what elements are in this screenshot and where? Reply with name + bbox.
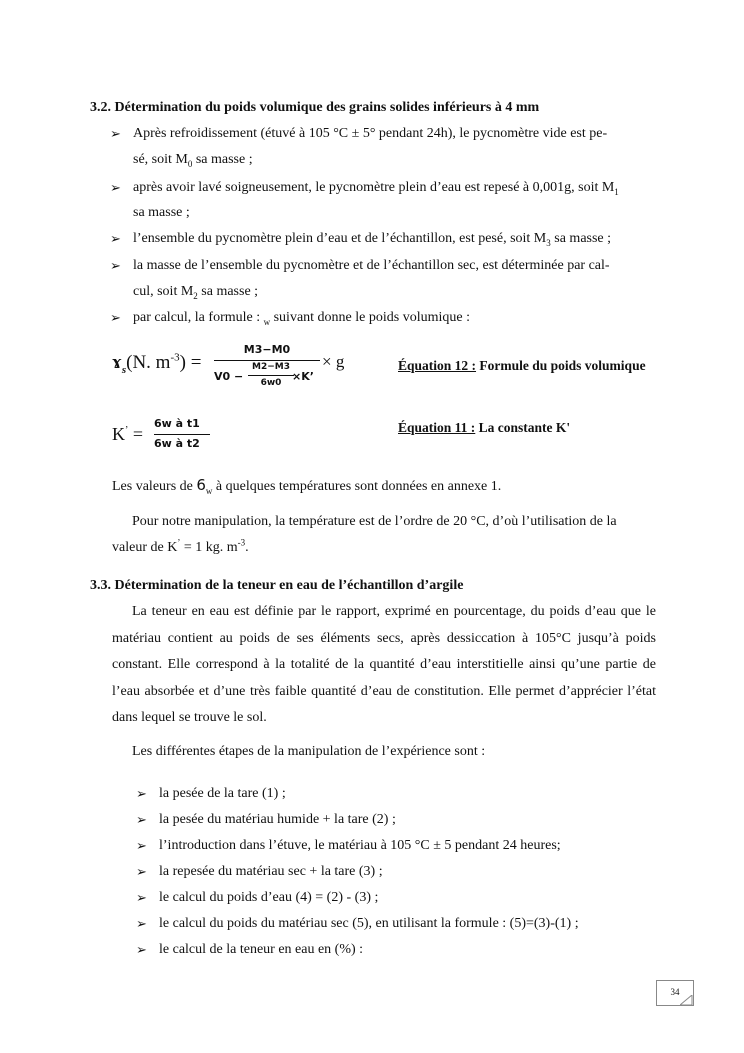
bullet-arrow-icon: ➢ [136, 838, 147, 853]
step-item: le calcul de la teneur en eau en (%) : [159, 942, 364, 957]
eq12-rhs: × g [322, 352, 345, 371]
paragraph-temperature-line-2: valeur de K’ = 1 kg. $m^{-3}$. [112, 537, 249, 555]
bullet-arrow-icon: ➢ [110, 231, 121, 246]
step-item: la repesée du matériau sec + la tare (3) ; [159, 864, 383, 879]
eq12-times-k: ×K’ [292, 370, 314, 383]
eq12-lhs: ɤ$_s$(N. $m^{-3}$) = [112, 351, 202, 376]
bullet-arrow-icon: ➢ [136, 890, 147, 905]
steps-intro: Les différentes étapes de la manipulation de l’expérience sont : [132, 744, 486, 759]
bullet-4-line-2: cul, soit $M_2$ sa masse ; [133, 284, 259, 301]
bullet-2-line-2: sa masse ; [133, 205, 190, 220]
step-item: l’introduction dans l’étuve, le matériau à 105 °C ± 5 pendant 24 heures; [159, 838, 561, 853]
section-3-3-paragraph: La teneur en eau est définie par le rapport, exprimé en pourcentage, du poids d’eau que le matériau contient au poids de ses éléments secs, après dessiccation à 105°C jusqu’à poids constant. Elle correspond à la totalité de la quantité d’eau interstitielle ainsi qu’une partie de l’eau absorbée et d’une très faible quantité d’eau de constitution. Elle permet d’apprécier l’état dans lequel se trouve le sol. [112, 604, 656, 725]
bullet-4-line-1: la masse de l’ensemble du pycnomètre et de l’échantillon sec, est déterminée par cal- [133, 258, 610, 273]
bullet-arrow-icon: ➢ [136, 812, 147, 827]
bullet-5: par calcul, la formule : $_w$ suivant donne le poids volumique : [133, 310, 470, 327]
bullet-arrow-icon: ➢ [136, 864, 147, 879]
paragraph-temperature-line-1: Pour notre manipulation, la température est de l’ordre de 20 °C, d’où l’utilisation de la [132, 514, 617, 529]
eq12-fraction-line [214, 360, 320, 361]
eq12-inner-fraction-line [248, 375, 294, 376]
eq12-inner-numerator: M2−M3 [252, 362, 290, 372]
eq12-label: Équation 12 : Formule du poids volumique [398, 358, 646, 373]
bullet-arrow-icon: ➢ [136, 916, 147, 931]
eq11-fraction-line [154, 434, 210, 435]
paragraph-annexe: Les valeurs de $6_w$ à quelques températures sont données en annexe 1. [112, 476, 502, 496]
bullet-1-line-1: Après refroidissement (étuvé à 105 °C ± 5° pendant 24h), le pycnomètre vide est pe- [133, 126, 608, 141]
step-item: le calcul du poids du matériau sec (5), en utilisant la formule : (5)=(3)-(1) ; [159, 916, 579, 931]
eq12-inner-denominator: 6w0 [260, 378, 282, 388]
section-3-3-heading: 3.3. Détermination de la teneur en eau de l’échantillon d’argile [90, 578, 464, 593]
bullet-arrow-icon: ➢ [136, 786, 147, 801]
page-number: 34 [656, 980, 694, 1006]
bullet-arrow-icon: ➢ [110, 180, 121, 195]
bullet-3: l’ensemble du pycnomètre plein d’eau et de l’échantillon, est pesé, soit $M_3$ sa masse ; [133, 231, 612, 248]
step-item: le calcul du poids d’eau (4) = (2) - (3) ; [159, 890, 379, 905]
bullet-arrow-icon: ➢ [110, 310, 121, 325]
eq11-lhs: K’ = [112, 424, 143, 444]
eq11-label: Équation 11 : La constante K' [398, 420, 571, 435]
bullet-arrow-icon: ➢ [136, 942, 147, 957]
eq12-denominator-left: V0 − [214, 370, 244, 383]
bullet-arrow-icon: ➢ [110, 126, 121, 141]
page-corner-fold-icon [680, 995, 694, 1007]
eq11-numerator: 6w à t1 [154, 417, 200, 430]
step-item: la pesée de la tare (1) ; [159, 786, 286, 801]
eq12-numerator: M3−M0 [243, 343, 291, 356]
eq11-denominator: 6w à t2 [154, 437, 200, 450]
bullet-1-line-2: sé, soit $M_0$ sa masse ; [133, 152, 253, 169]
bullet-2-line-1: après avoir lavé soigneusement, le pycnomètre plein d’eau est repesé à 0,001g, soit $M_1$ [133, 180, 619, 197]
section-3-2-heading: 3.2. Détermination du poids volumique des grains solides inférieurs à 4 mm [90, 100, 540, 115]
step-item: la pesée du matériau humide + la tare (2) ; [159, 812, 396, 827]
bullet-arrow-icon: ➢ [110, 258, 121, 273]
